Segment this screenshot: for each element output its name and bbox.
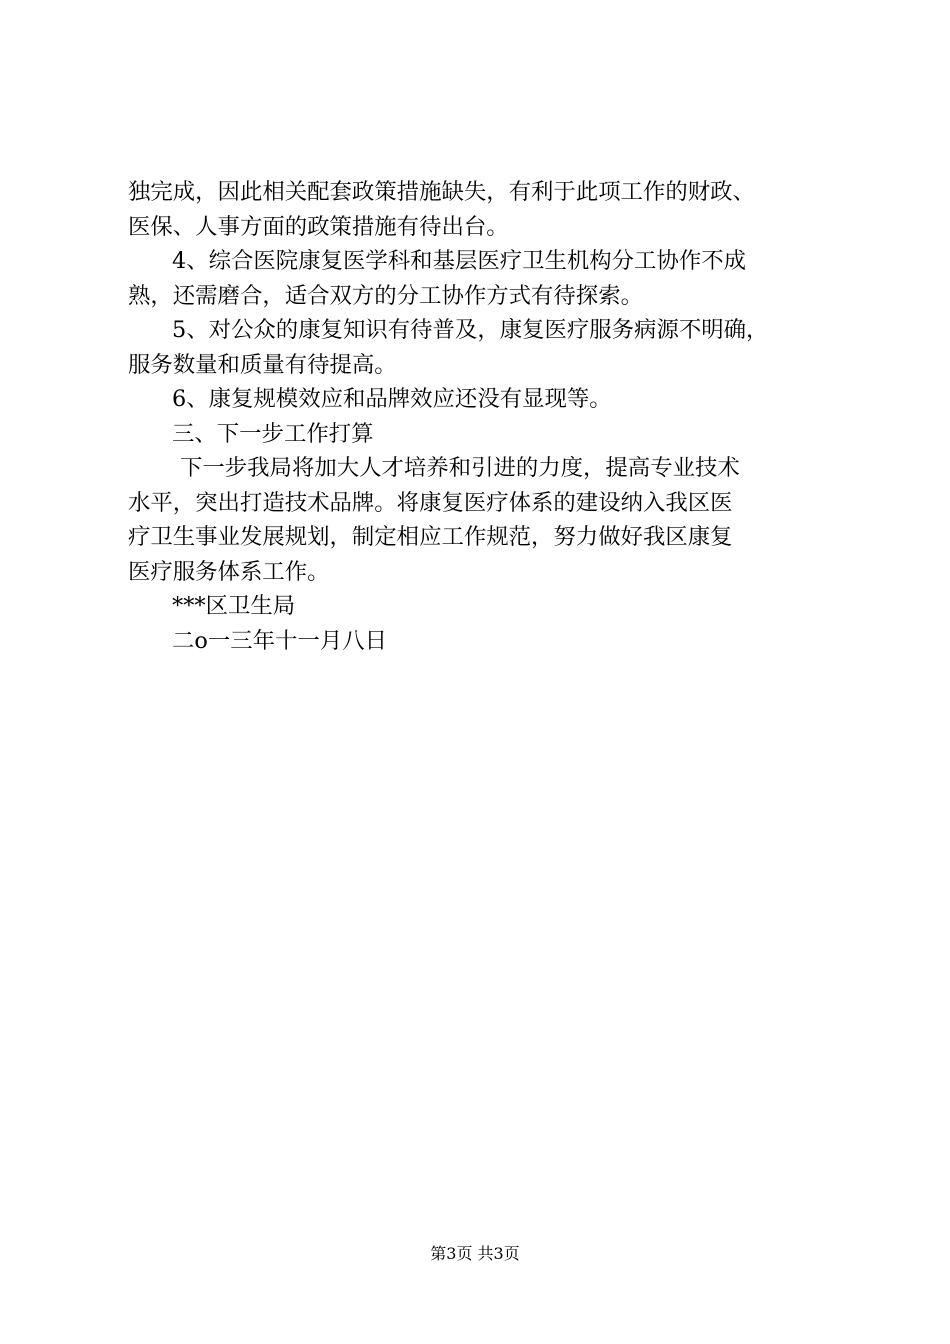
paragraph-line: 服务数量和质量有待提高。 [128, 351, 397, 378]
signature-organization: ***区卫生局 [172, 593, 296, 619]
paragraph-line: 独完成，因此相关配套政策措施缺失，有利于此项工作的财政、 [128, 179, 755, 205]
paragraph-line: 下一步我局将加大人才培养和引进的力度，提高专业技术 [180, 455, 740, 481]
page-number-footer: 第3页 共3页 [430, 1244, 520, 1263]
paragraph-line: 医疗服务体系工作。 [128, 558, 330, 585]
signature-date: 二o一三年十一月八日 [172, 627, 387, 654]
paragraph-line: 5、对公众的康复知识有待普及，康复医疗服务病源不明确， [172, 317, 769, 343]
paragraph-line: 熟，还需磨合，适合双方的分工协作方式有待探索。 [128, 282, 643, 309]
paragraph-line: 医保、人事方面的政策措施有待出台。 [128, 213, 509, 240]
paragraph-line: 水平，突出打造技术品牌。将康复医疗体系的建设纳入我区医 [128, 489, 733, 516]
paragraph-line: 4、综合医院康复医学科和基层医疗卫生机构分工协作不成 [172, 248, 747, 274]
paragraph-line: 疗卫生事业发展规划，制定相应工作规范，努力做好我区康复 [128, 524, 733, 550]
document-body [128, 175, 858, 658]
section-heading: 三、下一步工作打算 [172, 420, 374, 447]
paragraph-line: 6、康复规模效应和品牌效应还没有显现等。 [172, 386, 612, 412]
